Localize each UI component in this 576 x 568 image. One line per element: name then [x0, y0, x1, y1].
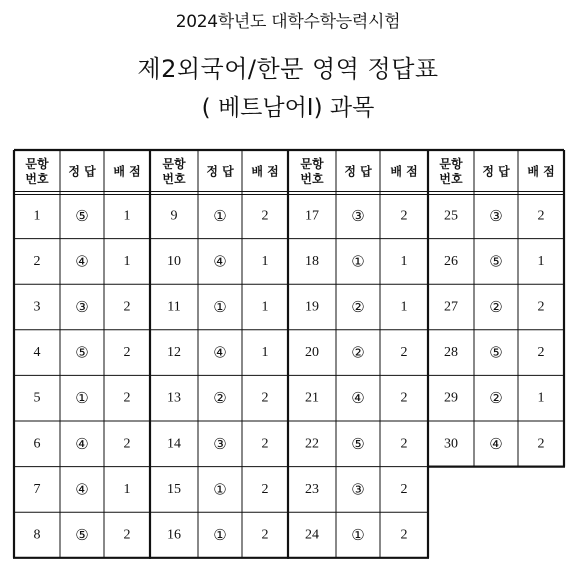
- subject-title: ( 베트남어Ⅰ) 과목: [201, 95, 375, 121]
- answer-mark: ①: [351, 252, 365, 271]
- question-number: 7: [33, 481, 41, 497]
- question-number: 3: [33, 299, 41, 315]
- question-number: 27: [444, 299, 458, 315]
- header-number: 번호: [300, 172, 324, 186]
- answer-mark: ⑤: [75, 343, 89, 362]
- point-value: 2: [400, 527, 408, 543]
- question-number: 14: [167, 436, 181, 452]
- header-number: 번호: [439, 172, 463, 186]
- point-value: 2: [400, 345, 408, 361]
- header-number: 문항: [300, 157, 324, 171]
- answer-mark: ①: [75, 389, 89, 408]
- question-number: 28: [444, 345, 458, 361]
- question-number: 18: [305, 253, 319, 269]
- question-number: 26: [444, 253, 458, 269]
- exam-title: 2024학년도 대학수학능력시험: [175, 12, 401, 32]
- question-number: 22: [305, 436, 319, 452]
- answer-mark: ④: [489, 434, 503, 453]
- answer-mark: ④: [75, 252, 89, 271]
- question-number: 10: [167, 253, 181, 269]
- header-points: 배 점: [113, 164, 141, 179]
- answer-mark: ③: [351, 206, 365, 225]
- answer-mark: ②: [351, 343, 365, 362]
- point-value: 2: [261, 481, 269, 497]
- point-value: 2: [123, 527, 131, 543]
- question-number: 25: [444, 208, 458, 224]
- header-answer: 정 답: [344, 164, 372, 179]
- point-value: 2: [400, 481, 408, 497]
- header-number: 번호: [162, 172, 186, 186]
- header-answer: 정 답: [482, 164, 510, 179]
- answer-mark: ③: [213, 434, 227, 453]
- question-number: 30: [444, 436, 458, 452]
- question-number: 13: [167, 390, 181, 406]
- point-value: 1: [400, 299, 408, 315]
- point-value: 2: [123, 345, 131, 361]
- header-points: 배 점: [390, 164, 418, 179]
- answer-mark: ④: [75, 480, 89, 499]
- answer-mark: ③: [489, 206, 503, 225]
- point-value: 1: [537, 390, 545, 406]
- point-value: 1: [261, 299, 269, 315]
- answer-mark: ③: [351, 480, 365, 499]
- question-number: 15: [167, 481, 181, 497]
- point-value: 2: [537, 436, 545, 452]
- question-number: 4: [33, 345, 41, 361]
- point-value: 2: [261, 527, 269, 543]
- point-value: 1: [400, 253, 408, 269]
- question-number: 6: [33, 436, 41, 452]
- point-value: 2: [261, 436, 269, 452]
- point-value: 2: [261, 208, 269, 224]
- question-number: 19: [305, 299, 319, 315]
- answer-mark: ⑤: [75, 526, 89, 544]
- question-number: 21: [305, 390, 319, 406]
- answer-mark: ②: [489, 298, 503, 316]
- answer-mark: ①: [213, 206, 227, 225]
- answer-mark: ①: [213, 298, 227, 316]
- question-number: 11: [167, 299, 181, 315]
- question-number: 16: [167, 527, 181, 543]
- header-number: 문항: [25, 157, 49, 171]
- question-number: 5: [33, 390, 41, 406]
- answer-mark: ②: [213, 389, 227, 408]
- header-number: 문항: [162, 157, 186, 171]
- question-number: 2: [33, 253, 41, 269]
- answer-mark: ①: [351, 526, 365, 544]
- answer-mark: ②: [351, 298, 365, 316]
- header-points: 배 점: [527, 164, 555, 179]
- question-number: 24: [305, 527, 319, 543]
- answer-mark: ⑤: [489, 343, 503, 362]
- point-value: 2: [537, 208, 545, 224]
- answer-mark: ④: [351, 389, 365, 408]
- question-number: 20: [305, 345, 319, 361]
- question-number: 17: [305, 208, 319, 224]
- answer-mark: ②: [489, 389, 503, 408]
- point-value: 1: [123, 481, 131, 497]
- point-value: 2: [261, 390, 269, 406]
- answer-mark: ③: [75, 298, 89, 316]
- question-number: 29: [444, 390, 458, 406]
- point-value: 2: [123, 436, 131, 452]
- question-number: 9: [170, 208, 178, 224]
- point-value: 1: [261, 253, 269, 269]
- point-value: 2: [537, 345, 545, 361]
- question-number: 8: [33, 527, 41, 543]
- answer-mark: ①: [213, 480, 227, 499]
- point-value: 1: [537, 253, 545, 269]
- point-value: 2: [123, 390, 131, 406]
- point-value: 2: [537, 299, 545, 315]
- point-value: 1: [123, 253, 131, 269]
- answer-mark: ⑤: [489, 252, 503, 271]
- point-value: 1: [123, 208, 131, 224]
- header-answer: 정 답: [68, 164, 96, 179]
- answer-mark: ④: [213, 343, 227, 362]
- answer-mark: ⑤: [351, 434, 365, 453]
- point-value: 2: [400, 208, 408, 224]
- question-number: 23: [305, 481, 319, 497]
- question-number: 12: [167, 345, 181, 361]
- answer-mark: ④: [75, 434, 89, 453]
- answer-mark: ⑤: [75, 206, 89, 225]
- question-number: 1: [33, 208, 41, 224]
- section-title: 제2외국어/한문 영역 정답표: [137, 55, 439, 83]
- header-answer: 정 답: [206, 164, 234, 179]
- answer-mark: ④: [213, 252, 227, 271]
- point-value: 2: [400, 436, 408, 452]
- point-value: 2: [400, 390, 408, 406]
- point-value: 2: [123, 299, 131, 315]
- answer-mark: ①: [213, 526, 227, 544]
- header-number: 문항: [439, 157, 463, 171]
- point-value: 1: [261, 345, 269, 361]
- header-points: 배 점: [251, 164, 279, 179]
- header-number: 번호: [25, 172, 49, 186]
